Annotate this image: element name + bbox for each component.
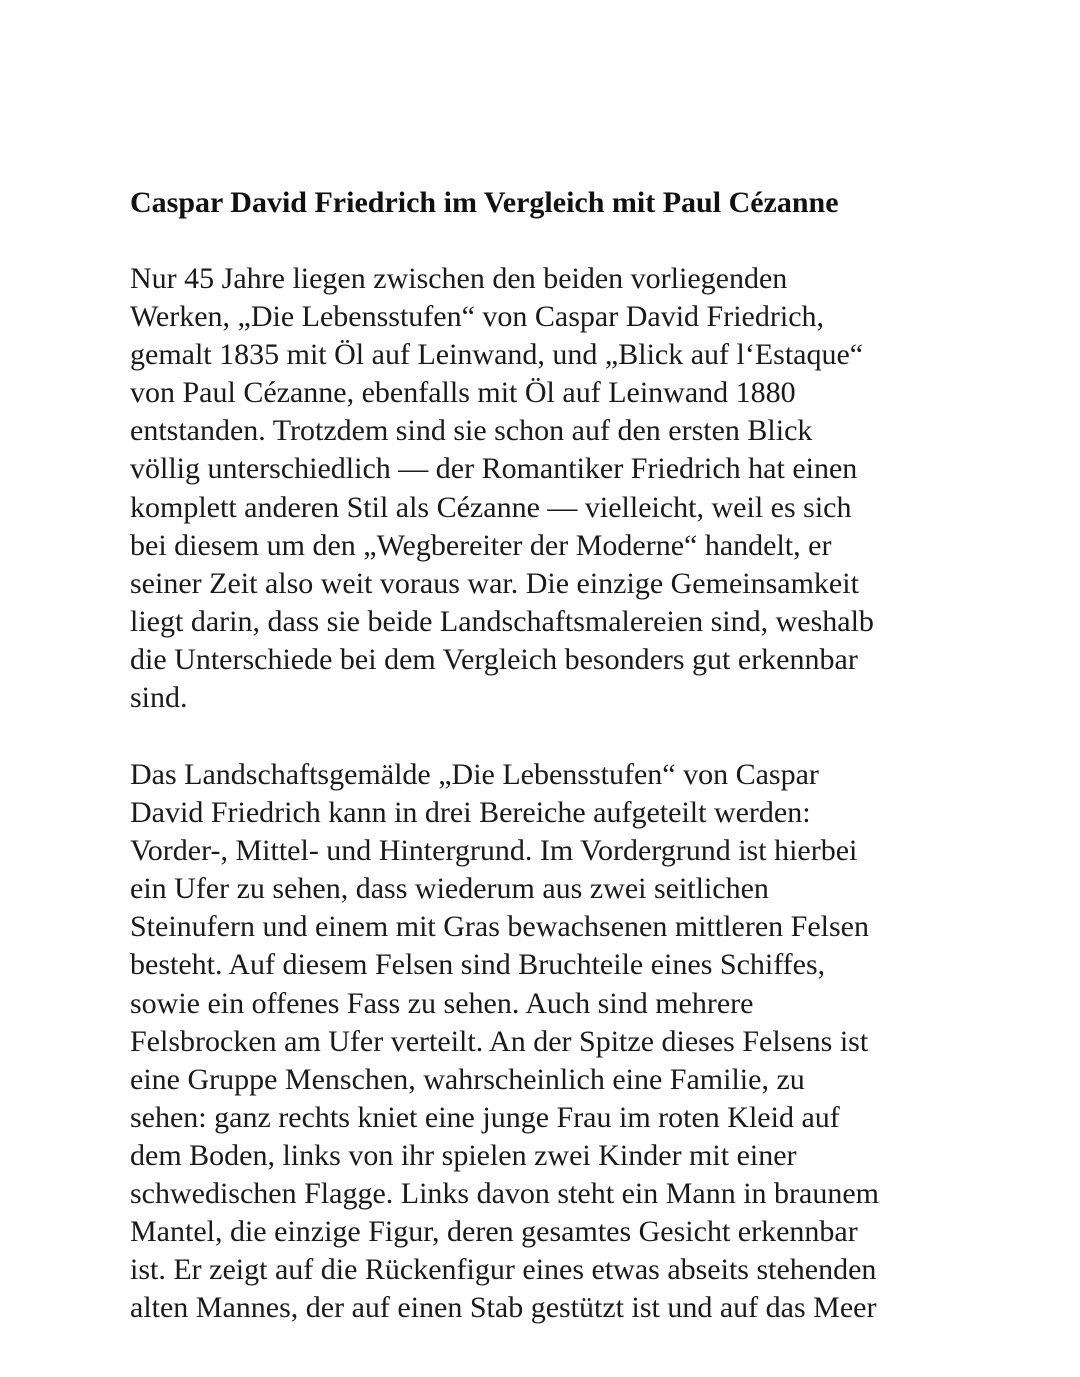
text-line: Steinufern und einem mit Gras bewachsenen mittleren Felsen (130, 910, 869, 944)
text-line: Werken, „Die Lebensstufen“ von Caspar David Friedrich, (130, 300, 825, 334)
text-line: seiner Zeit also weit voraus war. Die einzige Gemeinsamkeit (130, 566, 859, 600)
text-line: bei diesem um den „Wegbereiter der Moderne“ handelt, er (130, 528, 832, 562)
text-line: sind. (130, 681, 188, 715)
text-line: komplett anderen Stil als Cézanne — vielleicht, weil es sich (130, 490, 852, 524)
text-line: schwedischen Flagge. Links davon steht ein Mann in braunem (130, 1177, 880, 1211)
text-line: die Unterschiede bei dem Vergleich besonders gut erkennbar (130, 642, 858, 676)
text-line: Nur 45 Jahre liegen zwischen den beiden vorliegenden (130, 262, 788, 295)
text-line: David Friedrich kann in drei Bereiche aufgeteilt werden: (130, 796, 811, 830)
text-line: ein Ufer zu sehen, dass wiederum aus zwei seitlichen (130, 872, 769, 906)
text-line: eine Gruppe Menschen, wahrscheinlich eine Familie, zu (130, 1062, 805, 1096)
text-line: von Paul Cézanne, ebenfalls mit Öl auf Leinwand 1880 (130, 376, 796, 410)
text-line: alten Mannes, der auf einen Stab gestützt ist und auf das Meer (130, 1291, 877, 1325)
document-title: Caspar David Friedrich im Vergleich mit Paul Cézanne (130, 186, 839, 219)
text-line: besteht. Auf diesem Felsen sind Bruchteile eines Schiffes, (130, 948, 826, 982)
text-line: sehen: ganz rechts kniet eine junge Frau im roten Kleid auf (130, 1100, 840, 1134)
text-line: Das Landschaftsgemälde „Die Lebensstufen“ von Caspar (130, 758, 819, 791)
paragraph-description (130, 756, 879, 1327)
text-line: Mantel, die einzige Figur, deren gesamtes Gesicht erkennbar (130, 1215, 858, 1249)
text-line: völlig unterschiedlich — der Romantiker Friedrich hat einen (130, 452, 858, 486)
text-line: Vorder-, Mittel- und Hintergrund. Im Vordergrund ist hierbei (130, 834, 858, 868)
text-line: gemalt 1835 mit Öl auf Leinwand, und „Blick auf l‘Estaque“ (130, 338, 864, 372)
text-line: entstanden. Trotzdem sind sie schon auf den ersten Blick (130, 414, 813, 448)
text-line: liegt darin, dass sie beide Landschaftsmalereien sind, weshalb (130, 604, 874, 638)
text-line: ist. Er zeigt auf die Rückenfigur eines etwas abseits stehenden (130, 1253, 877, 1287)
text-line: Felsbrocken am Ufer verteilt. An der Spitze dieses Felsens ist (130, 1024, 869, 1058)
paragraph-intro (130, 260, 874, 717)
text-line: dem Boden, links von ihr spielen zwei Kinder mit einer (130, 1138, 797, 1172)
text-line: sowie ein offenes Fass zu sehen. Auch sind mehrere (130, 986, 754, 1020)
